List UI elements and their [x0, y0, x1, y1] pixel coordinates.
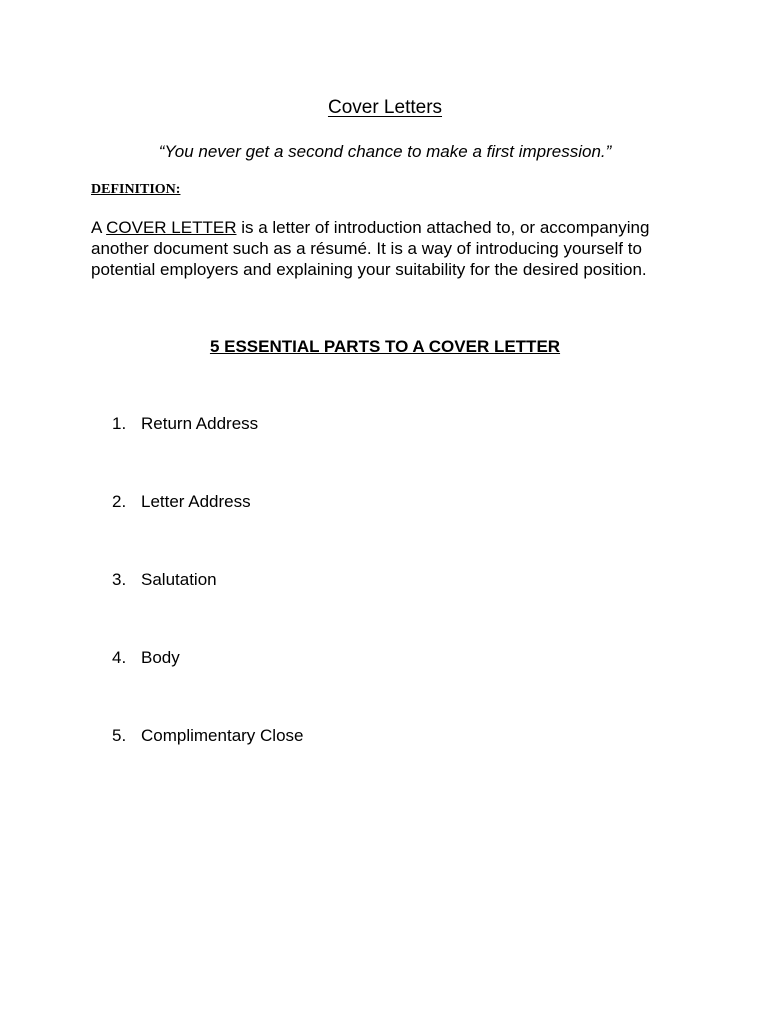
definition-line-1 — [91, 217, 691, 238]
page-title: Cover Letters — [327, 97, 443, 118]
definition-heading: DEFINITION: — [91, 182, 181, 197]
list-item-label: Letter Address — [141, 492, 251, 511]
quote: “You never get a second chance to make a first impression.” — [158, 142, 612, 161]
list-item-number: 3. — [112, 570, 127, 589]
list-item-number: 4. — [112, 648, 127, 667]
definition-line-3: potential employers and explaining your suitability for the desired position. — [91, 260, 647, 279]
list-item-label: Return Address — [141, 414, 259, 433]
definition-line-1-rest: is a letter of introduction attached to, or accompanying — [236, 218, 650, 237]
definition-prefix: A — [91, 218, 107, 237]
definition-line-2: another document such as a résumé. It is a way of introducing yourself to — [91, 239, 642, 258]
definition-term: COVER LETTER — [106, 218, 237, 237]
list-item-label: Body — [141, 648, 180, 667]
parts-heading: 5 ESSENTIAL PARTS TO A COVER LETTER — [209, 337, 561, 356]
list-item-number: 5. — [112, 726, 127, 745]
list-item-number: 2. — [112, 492, 127, 511]
definition-paragraph — [91, 217, 691, 280]
list-item-number: 1. — [112, 414, 127, 433]
list-item-label: Salutation — [141, 570, 217, 589]
list-item-label: Complimentary Close — [141, 726, 304, 745]
